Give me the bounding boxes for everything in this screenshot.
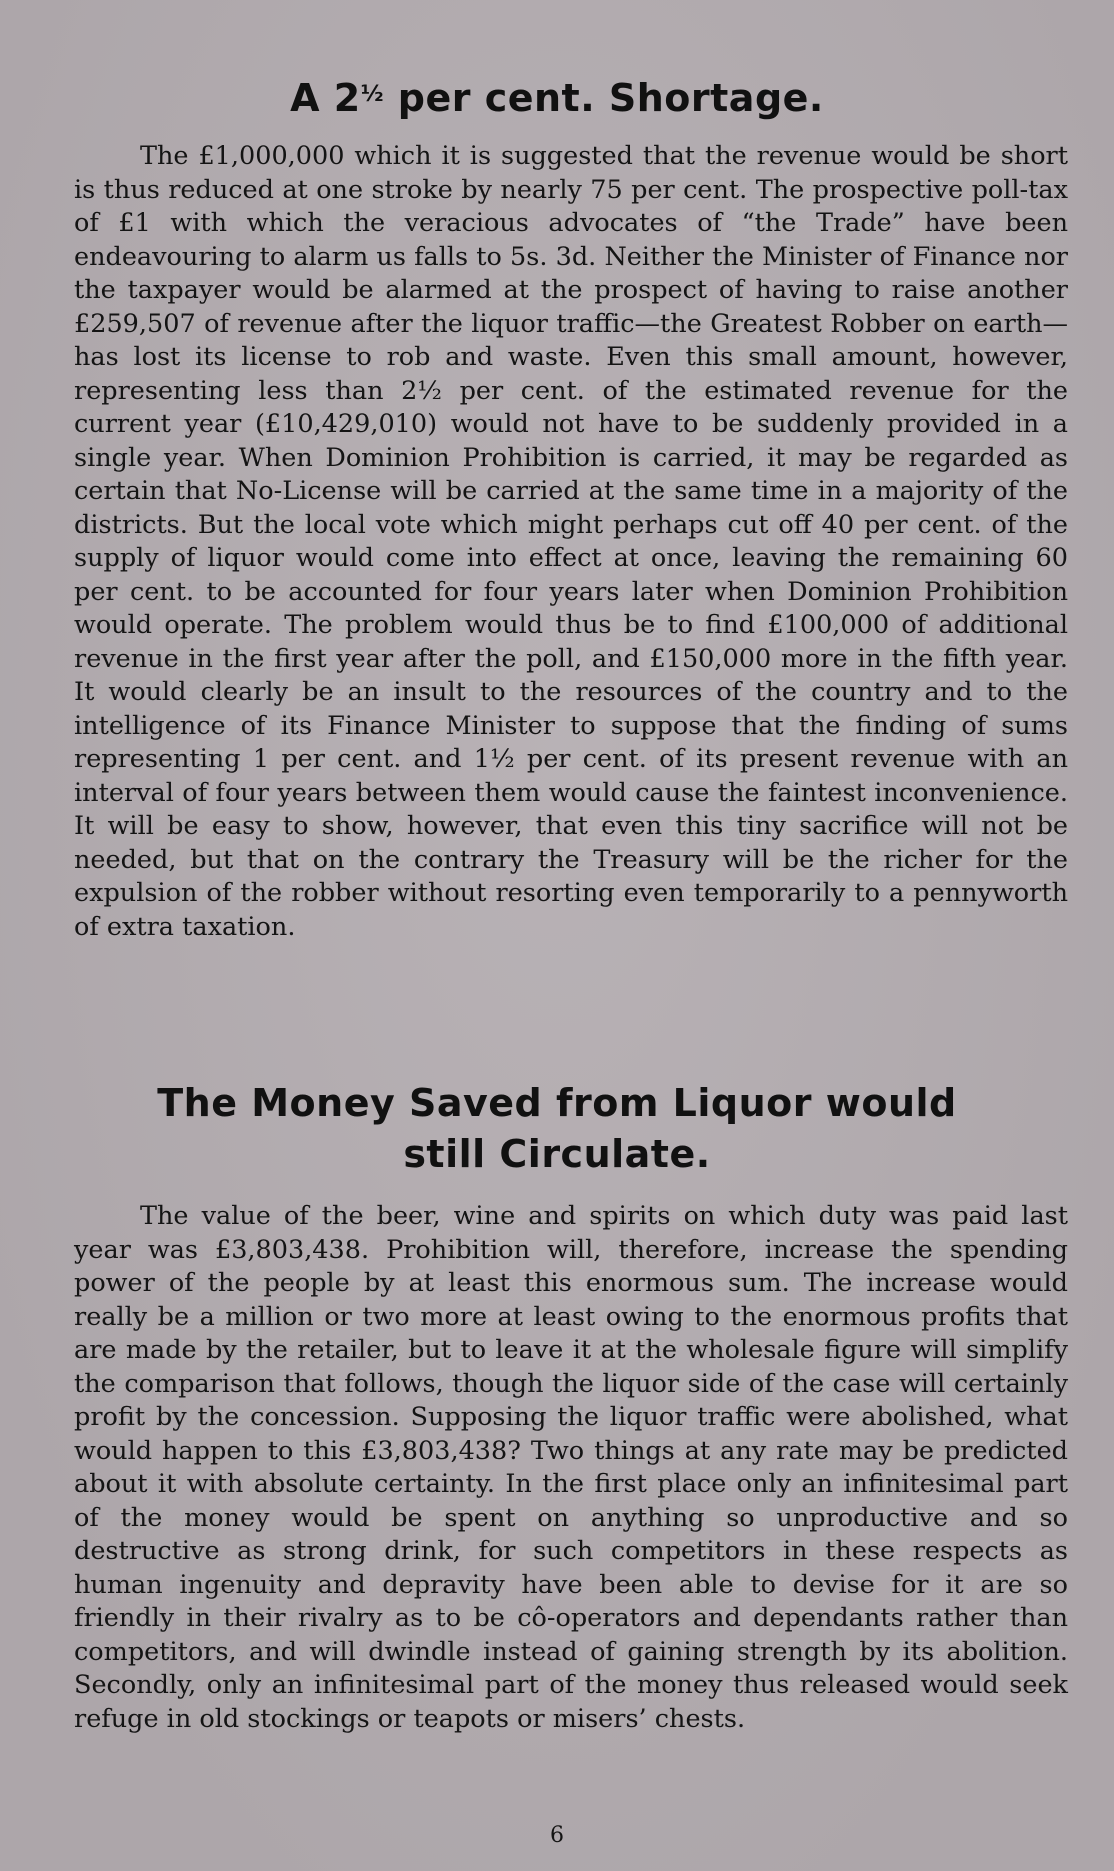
- heading-suffix: per cent. Shortage.: [384, 76, 824, 120]
- page-number: 6: [550, 1823, 564, 1848]
- paragraph-money-saved: The value of the beer, wine and spirits on which duty was paid last year was £3,803,438. Prohibition will, therefore, increase the spending power of the people by at least this enormous sum. The increase would really be a million or two more at least owing to the enormous profits that are made by the retailer, but to leave it at the wholesale figure will simplify the comparison that follows, though the liquor side of the case will certainly profit by the concession. Supposing the liquor traffic were abolished, what would happen to this £3,803,438? Two things at any rate may be predicted about it with absolute certainty. In the first place only an infinitesimal part of the money would be spent on anything so unproductive and so destructive as strong drink, for such competitors in these respects as human ingenuity and depravity have been able to devise for it are so friendly in their rivalry as to be cô-operators and dependants rather than competitors, and will dwindle instead of gaining strength by its abolition. Secondly, only an infinitesimal part of the money thus released would seek refuge in old stockings or teapots or misers’ chests.: [74, 1201, 1068, 1734]
- paragraph-shortage: The £1,000,000 which it is suggested that the revenue would be short is thus reduced at one stroke by nearly 75 per cent. The prospective poll-tax of £1 with which the veracious advocates of “the Trade” have been endeavouring to alarm us falls to 5s. 3d. Neither the Minister of Finance nor the taxpayer would be alarmed at the prospect of having to raise another £259,507 of revenue after the liquor traffic—the Greatest Robber on earth—has lost its license to rob and waste. Even this small amount, however, representing less than 2½ per cent. of the estimated revenue for the current year (£10,429,010) would not have to be suddenly provided in a single year. When Dominion Prohibition is carried, it may be regarded as certain that No-License will be carried at the same time in a majority of the districts. But the local vote which might perhaps cut off 40 per cent. of the supply of liquor would come into effect at once, leaving the remaining 60 per cent. to be accounted for four years later when Dominion Prohibition would operate. The problem would thus be to find £100,000 of additional revenue in the first year after the poll, and £150,000 more in the fifth year. It would clearly be an insult to the resources of the country and to the intelligence of its Finance Minister to suppose that the finding of sums representing 1 per cent. and 1½ per cent. of its present revenue with an interval of four years between them would cause the faintest inconvenience. It will be easy to show, however, that even this tiny sacrifice will not be needed, but that on the contrary the Treasury will be the richer for the expulsion of the robber without resorting even temporarily to a pennyworth of extra taxation.: [74, 141, 1068, 942]
- heading-fraction: ½: [360, 82, 385, 107]
- heading-prefix: A 2: [290, 76, 361, 120]
- section-heading-shortage: [0, 70, 1114, 123]
- section-heading-money-saved: The Money Saved from Liquor would still Circulate.: [157, 1081, 957, 1176]
